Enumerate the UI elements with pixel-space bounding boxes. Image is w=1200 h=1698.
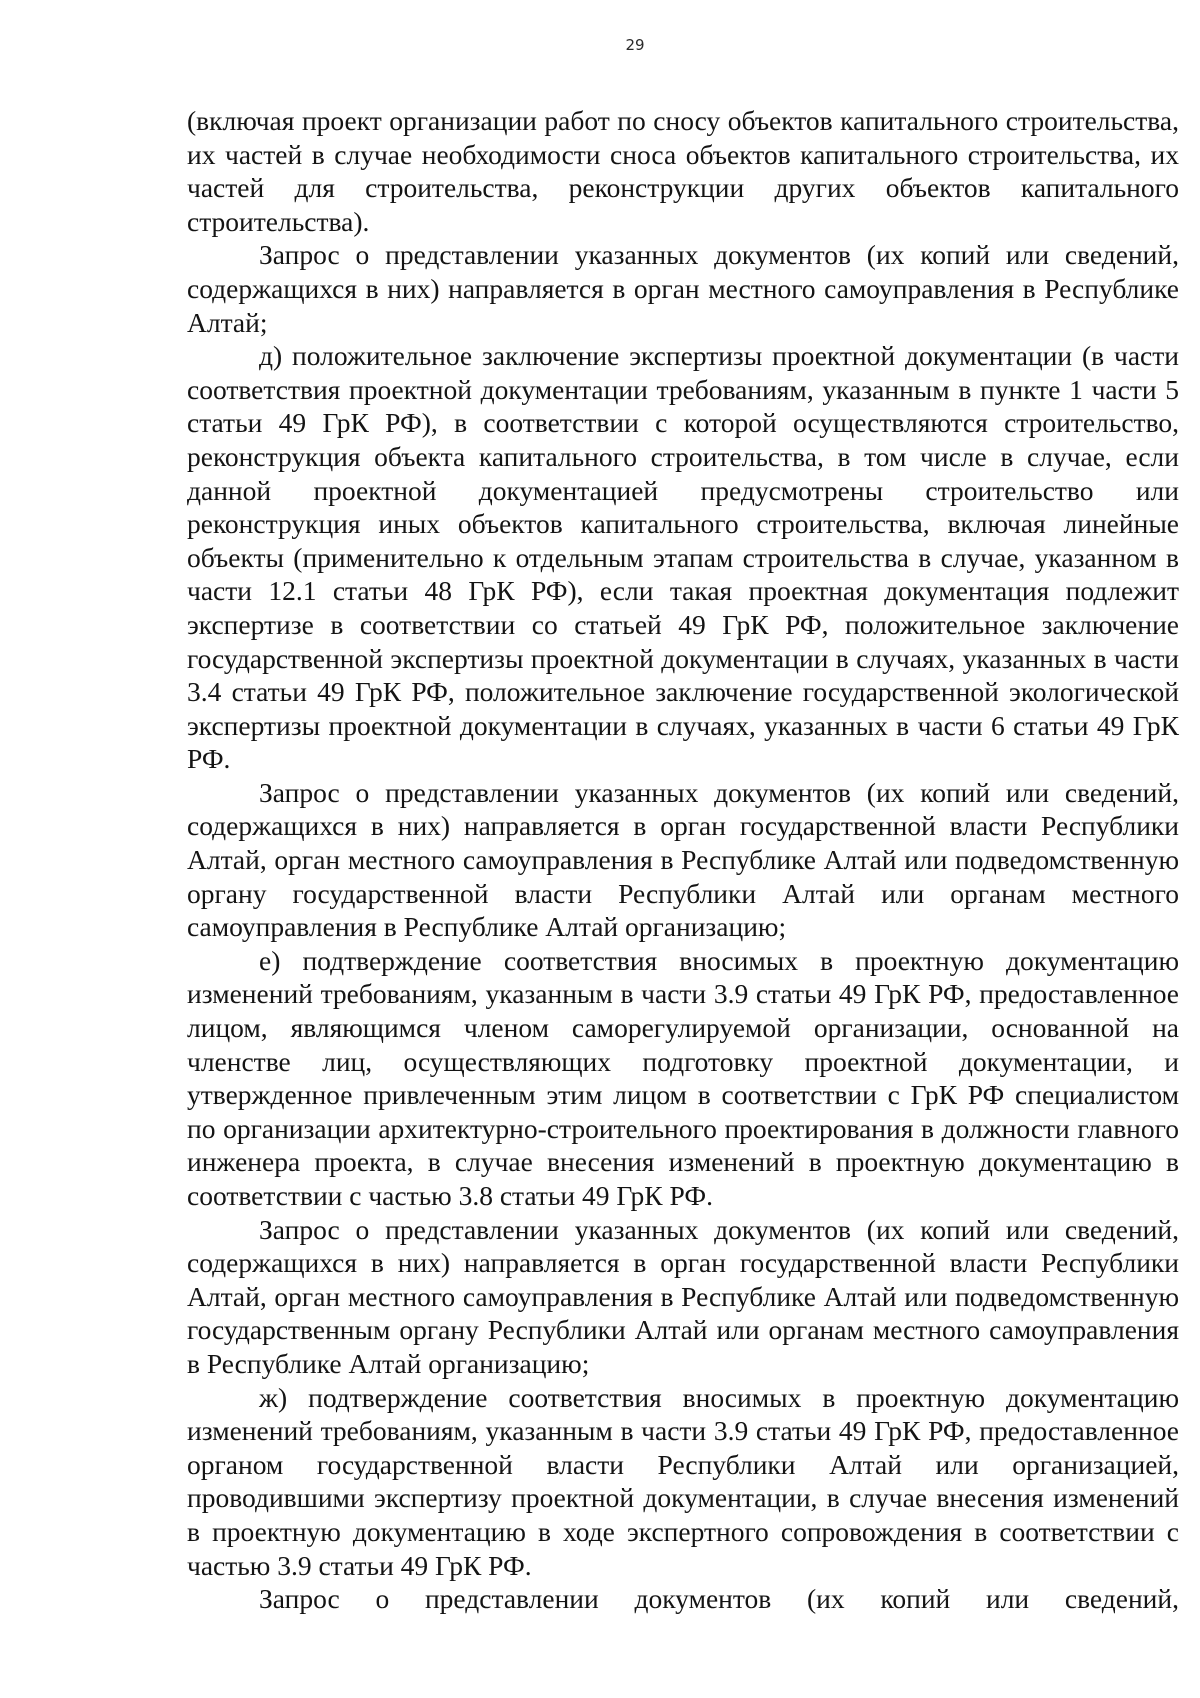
paragraph-request-state-authority-2: Запрос о представлении указанных документов (их копий или сведений, содержащихся в них) направляется в орган государственной власти Республики Алтай, орган местного самоуправления в Республике Алтай или подведомственную государственным органу Республики Алтай или органам местного самоуправления в Республике Алтай организацию;: [187, 1213, 1179, 1379]
paragraph-item-d: д) положительное заключение экспертизы проектной документации (в части соответствия проектной документации требованиям, указанным в пункте 1 части 5 статьи 49 ГрК РФ), в соответствии с которой осуществляются строительство, реконструкция объекта капитального строительства, в том числе в случае, если данной проектной документацией предусмотрены строительство или реконструкция иных объектов капитального строительства, включая линейные объекты (применительно к отдельным этапам строительства в случае, указанном в части 12.1 статьи 48 ГрК РФ), если такая проектная документация подлежит экспертизе в соответствии со статьей 49 ГрК РФ, положительное заключение государственной экспертизы проектной документации в случаях, указанных в части 3.4 статьи 49 ГрК РФ, положительное заключение государственной экологической экспертизы проектной документации в случаях, указанных в части 6 статьи 49 ГрК РФ.: [187, 340, 1179, 775]
paragraph-item-zh: ж) подтверждение соответствия вносимых в проектную документацию изменений требованиям, указанным в части 3.9 статьи 49 ГрК РФ, предоставленное органом государственной власти Республики Алтай или организацией, проводившими экспертизу проектной документации, в случае внесения изменений в проектную документацию в ходе экспертного сопровождения в соответствии с частью 3.9 статьи 49 ГрК РФ.: [187, 1381, 1179, 1581]
paragraph-request-continued: Запрос о представлении документов (их копий или сведений,: [259, 1583, 1179, 1615]
paragraph-request-state-authority: Запрос о представлении указанных документов (их копий или сведений, содержащихся в них) направляется в орган государственной власти Республики Алтай, орган местного самоуправления в Республике Алтай или подведомственную органу государственной власти Республики Алтай или органам местного самоуправления в Республике Алтай организацию;: [187, 776, 1179, 943]
body-text: [187, 104, 1179, 1616]
paragraph-request-local-government: Запрос о представлении указанных документов (их копий или сведений, содержащихся в них) направляется в орган местного самоуправления в Республике Алтай;: [187, 239, 1179, 338]
paragraph-item-e: е) подтверждение соответствия вносимых в проектную документацию изменений требованиям, указанным в части 3.9 статьи 49 ГрК РФ, предоставленное лицом, являющимся членом саморегулируемой организации, основанной на членстве лиц, осуществляющих подготовку проектной документации, и утвержденное привлеченным этим лицом в соответствии с ГрК РФ специалистом по организации архитектурно-строительного проектирования в должности главного инженера проекта, в случае внесения изменений в проектную документацию в соответствии с частью 3.8 статьи 49 ГрК РФ.: [187, 944, 1179, 1211]
page-number: 29: [625, 36, 645, 54]
paragraph-continuation: (включая проект организации работ по сносу объектов капитального строительства, их частей в случае необходимости сноса объектов капитального строительства, их частей для строительства, реконструкции других объектов капитального строительства).: [187, 105, 1179, 237]
